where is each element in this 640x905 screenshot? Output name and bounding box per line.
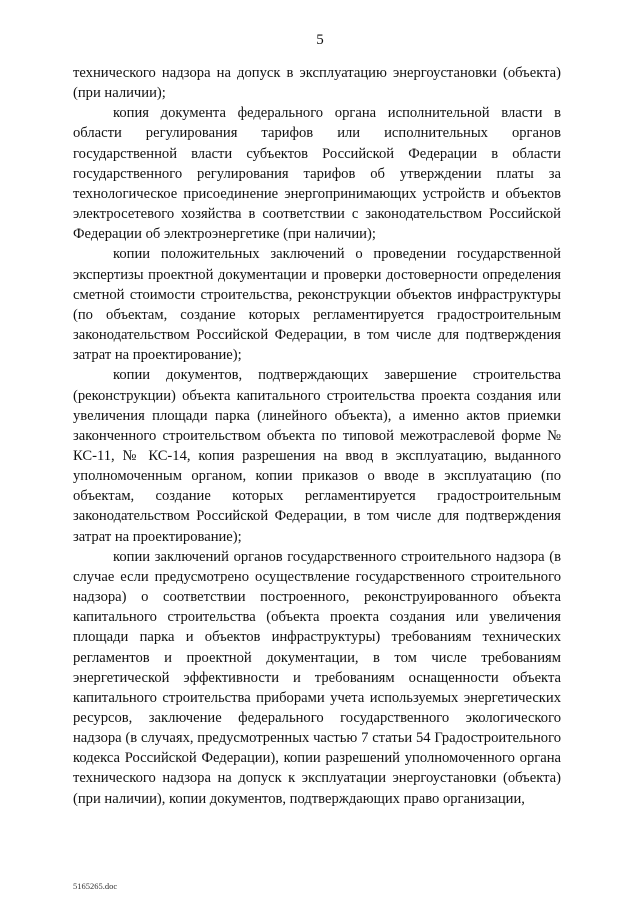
- paragraph-continuation: технического надзора на допуск в эксплуатацию энергоустановки (объекта) (при наличии);: [73, 65, 561, 102]
- paragraph-expertise-conclusions: копии положительных заключений о проведении государственной экспертизы проектной документации и проверки достоверности определения сметной стоимости строительства, реконструкции объектов инфраструктуры (по объектам, создание которых регламентируется градостроительным законодательством Российской Федерации, в том числе для подтверждения затрат на проектирование);: [73, 246, 561, 364]
- document-body: [73, 63, 561, 809]
- paragraph-tariff-document: копия документа федерального органа исполнительной власти в области регулирования тарифов или исполнительных органов государственной власти субъектов Российской Федерации в области государственного регулирования тарифов об утверждении платы за технологическое присоединение энергопринимающих устройств и объектов электросетевого хозяйства в соответствии с законодательством Российской Федерации об электроэнергетике (при наличии);: [73, 105, 561, 243]
- paragraph-construction-completion: копии документов, подтверждающих завершение строительства (реконструкции) объекта капитального строительства проекта создания или увеличения площади парка (линейного объекта), а именно актов приемки законченного строительством объекта по типовой межотраслевой форме № КС-11, № КС-14, копия разрешения на ввод в эксплуатацию, выданного уполномоченным органом, копии приказов о вводе в эксплуатацию (по объектам, создание которых регламентируется градостроительным законодательством Российской Федерации, в том числе для подтверждения затрат на проектирование);: [73, 367, 561, 545]
- paragraph-supervision-conclusions: копии заключений органов государственного строительного надзора (в случае если предусмотрено осуществление государственного строительного надзора) о соответствии построенного, реконструированного объекта капитального строительства (объекта проекта создания или увеличения площади парка и объектов инфраструктуры) требованиям технических регламентов и проектной документации, в том числе требованиям энергетической эффективности и требованиям оснащенности объекта капитального строительства приборами учета используемых энергетических ресурсов, заключение федерального государственного экологического надзора (в случаях, предусмотренных частью 7 статьи 54 Градостроительного кодекса Российской Федерации), копии разрешений уполномоченного органа технического надзора на допуск к эксплуатации энергоустановки (объекта) (при наличии), копии документов, подтверждающих право организации,: [73, 548, 561, 807]
- footer-filename: 5165265.doc: [73, 881, 118, 891]
- page-number: 5: [316, 32, 324, 48]
